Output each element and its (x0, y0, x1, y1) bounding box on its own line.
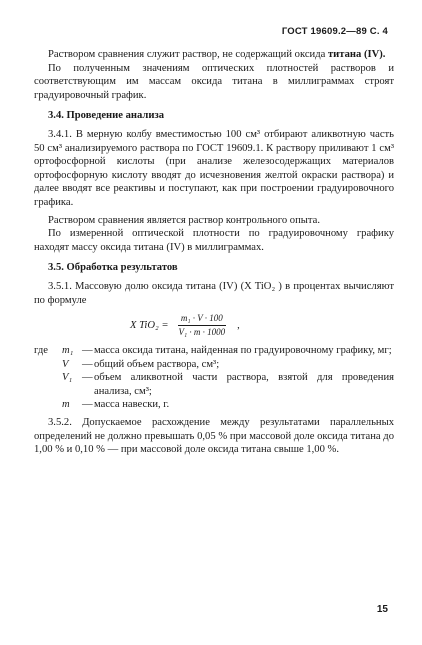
definition-symbol: m (62, 399, 70, 411)
intro-text-1a: Раствором сравнения служит раствор, не содержащий оксида (48, 49, 328, 60)
intro-paragraph-2: По полученным значениям оптических плотностей растворов и соответствующим им массам оксида титана в миллиграммах строят градуировочный график. (34, 62, 394, 101)
definition-text: объем аликвотной части раствора, взятой для проведения анализа, см³; (94, 372, 394, 397)
definition-symbol: m₁ (62, 345, 74, 357)
formula-denominator: V₁ · m · 1000 (178, 327, 226, 338)
page-header: ГОСТ 19609.2—89 С. 4 (281, 26, 388, 37)
page-content (34, 48, 394, 461)
definition-row (34, 398, 394, 412)
section-title-3-4: 3.4. Проведение анализа (48, 110, 164, 122)
definition-row (34, 344, 394, 358)
section-title-3-5: 3.5. Обработка результатов (48, 262, 178, 274)
definition-prefix: где (34, 345, 48, 357)
paragraph-calibration: По измеренной оптической плотности по градуировочному графику находят массу оксида титана (IV) в миллиграммах. (34, 228, 394, 253)
definition-dash: — (82, 399, 93, 411)
definition-row (34, 371, 394, 398)
definition-dash: — (82, 372, 93, 384)
definition-symbol: V₁ (62, 372, 73, 384)
variable-definitions (34, 344, 394, 412)
definition-text: масса оксида титана, найденная по градуировочному графику, мг; (94, 345, 392, 357)
definition-dash: — (82, 345, 93, 357)
intro-text-1b: титана (IV). (327, 49, 386, 60)
definition-text: масса навески, г. (94, 399, 170, 411)
intro-paragraph-1 (34, 48, 394, 62)
definition-text: общий объем раствора, см³; (94, 358, 220, 370)
definition-symbol: V (62, 358, 69, 370)
formula-lhs: X TiO₂ = (130, 319, 169, 331)
formula-numerator: m₁ · V · 100 (178, 313, 226, 326)
paragraph-3-5-2: 3.5.2. Допускаемое расхождение между результатами параллельных определений не должно превышать 0,05 % при массовой доле оксида титана до 1,00 % и 0,10 % — при массовой доле оксида титана свыше 1,00 %. (34, 417, 394, 456)
paragraph-3-4-1: 3.4.1. В мерную колбу вместимостью 100 см³ отбирают аликвотную часть 50 см³ анализируемого раствора по ГОСТ 19609.1. К раствору приливают 1 см³ ортофосфорной кислоты (при анализе железосодержащих материалов ортофосфорную кислоту вводят до исчезновения желтой окраски раствора) и далее вводят все реактивы и поступают, как при построении градуировочного графика. (34, 128, 394, 208)
formula (130, 313, 394, 338)
paragraph-3-5-1: 3.5.1. Массовую долю оксида титана (IV) (X TiO₂ ) в процентах вычисляют по формуле (34, 280, 394, 306)
definition-row (34, 358, 394, 372)
definition-dash: — (82, 358, 93, 370)
formula-fraction (176, 313, 229, 338)
page-number: 15 (376, 604, 388, 615)
formula-tail: , (237, 319, 240, 331)
paragraph-reference-solution: Раствором сравнения является раствор контрольного опыта. (48, 214, 321, 226)
